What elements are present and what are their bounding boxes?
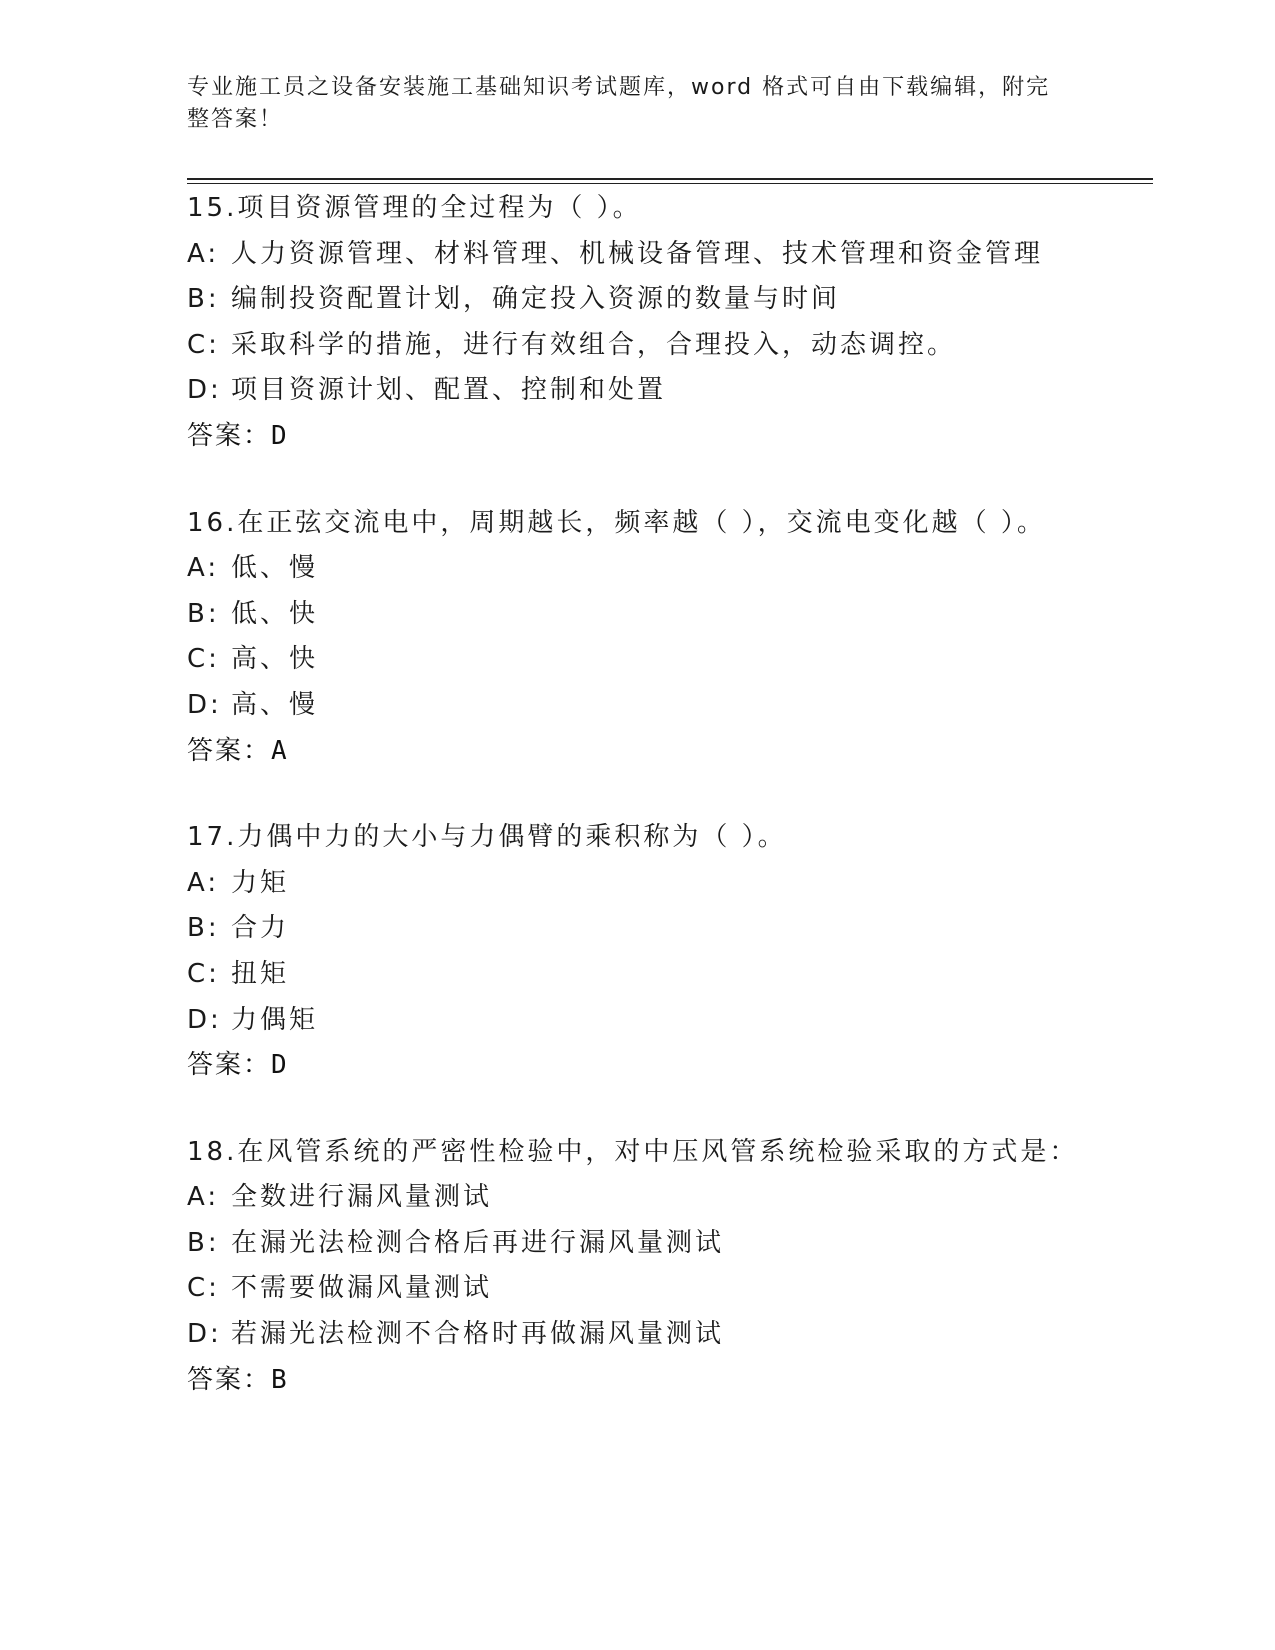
question-stem: 16.在正弦交流电中，周期越长，频率越（ ），交流电变化越（ ）。 (187, 507, 1046, 538)
option-text: 高、慢 (231, 689, 319, 720)
option-text: 项目资源计划、配置、控制和处置 (231, 375, 667, 406)
question-17 (187, 815, 1153, 1089)
option-c (187, 323, 1153, 369)
option-a (187, 546, 1153, 592)
option-key: D: (187, 1319, 222, 1350)
option-a (187, 1175, 1153, 1221)
question-16 (187, 501, 1153, 775)
option-a (187, 232, 1153, 278)
option-d (187, 998, 1153, 1044)
header-divider-thin (187, 183, 1153, 184)
option-key: D: (187, 375, 222, 406)
question-stem: 15.项目资源管理的全过程为（ ）。 (187, 193, 642, 223)
option-key: B: (187, 1227, 220, 1258)
option-text: 若漏光法检测不合格时再做漏风量测试 (231, 1319, 725, 1350)
option-key: C: (187, 958, 220, 989)
document-header: 专业施工员之设备安装施工基础知识考试题库，word 格式可自由下载编辑，附完整答案！ (187, 75, 1051, 132)
option-d (187, 368, 1153, 414)
option-d (187, 683, 1153, 729)
answer-value: B (271, 1364, 287, 1395)
option-text: 在漏光法检测合格后再进行漏风量测试 (231, 1227, 725, 1258)
question-15 (187, 186, 1153, 460)
option-a (187, 861, 1153, 907)
question-stem: 17.力偶中力的大小与力偶臂的乘积称为（ ）。 (187, 822, 787, 853)
answer-label: 答案： (187, 1050, 272, 1081)
option-key: C: (187, 644, 220, 675)
question-stem: 18.在风管系统的严密性检验中，对中压风管系统检验采取的方式是： (187, 1136, 1079, 1167)
answer-label: 答案： (187, 1364, 272, 1395)
option-key: A: (187, 238, 220, 269)
question-list (187, 186, 1153, 1444)
option-c (187, 1266, 1153, 1312)
option-text: 全数进行漏风量测试 (231, 1182, 493, 1213)
option-b (187, 592, 1153, 638)
option-d (187, 1312, 1153, 1358)
option-text: 不需要做漏风量测试 (231, 1273, 493, 1304)
header-divider-thick (187, 178, 1153, 180)
option-text: 编制投资配置计划，确定投入资源的数量与时间 (231, 284, 841, 315)
option-key: A: (187, 553, 220, 584)
option-text: 人力资源管理、材料管理、机械设备管理、技术管理和资金管理 (231, 238, 1044, 269)
option-text: 高、快 (231, 644, 319, 675)
option-key: B: (187, 284, 220, 315)
option-text: 低、快 (231, 598, 319, 629)
question-18 (187, 1130, 1153, 1404)
option-text: 低、慢 (231, 553, 319, 584)
option-key: B: (187, 913, 220, 944)
answer-label: 答案： (187, 420, 272, 451)
option-text: 扭矩 (231, 958, 290, 989)
option-key: A: (187, 867, 220, 898)
option-text: 力矩 (231, 867, 290, 898)
answer-value: D (271, 420, 287, 451)
answer (187, 1043, 1153, 1089)
option-key: A: (187, 1182, 220, 1213)
option-b (187, 906, 1153, 952)
answer (187, 414, 1153, 460)
option-b (187, 277, 1153, 323)
option-key: D: (187, 689, 222, 720)
option-c (187, 637, 1153, 683)
option-b (187, 1221, 1153, 1267)
option-text: 力偶矩 (231, 1004, 319, 1035)
option-key: D: (187, 1004, 222, 1035)
answer (187, 1358, 1153, 1404)
answer-label: 答案： (187, 735, 272, 766)
option-key: B: (187, 598, 220, 629)
answer-value: A (271, 735, 287, 766)
option-key: C: (187, 1273, 220, 1304)
answer-value: D (271, 1050, 287, 1081)
answer (187, 729, 1153, 775)
option-text: 采取科学的措施，进行有效组合，合理投入，动态调控。 (231, 329, 957, 360)
option-text: 合力 (231, 913, 290, 944)
option-key: C: (187, 329, 220, 360)
option-c (187, 952, 1153, 998)
